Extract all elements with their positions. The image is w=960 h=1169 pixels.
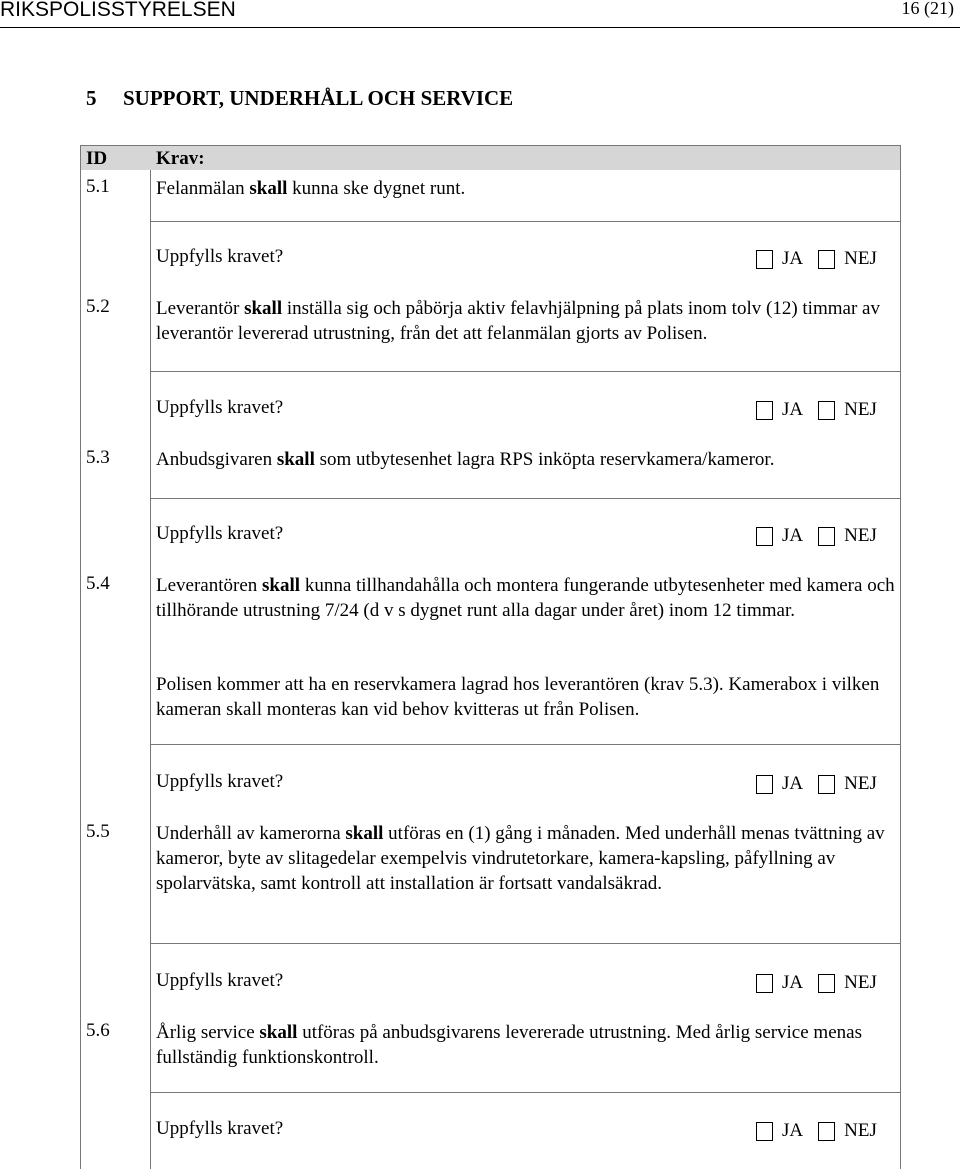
- requirements-table: [80, 145, 901, 1169]
- yes-checkbox[interactable]: [756, 974, 773, 993]
- no-label: NEJ: [844, 525, 877, 546]
- yes-label: JA: [782, 773, 804, 794]
- yes-label: JA: [782, 525, 804, 546]
- yes-label: JA: [782, 399, 804, 420]
- column-header-id: ID: [86, 148, 108, 169]
- requirement-text: Anbudsgivaren skall som utbytesenhet lagra RPS inköpta reservkamera/kameror.: [156, 449, 775, 470]
- yes-label: JA: [782, 972, 804, 993]
- header-page-number: 16 (21): [901, 0, 954, 18]
- requirement-id: 5.4: [86, 573, 110, 594]
- no-checkbox[interactable]: [818, 775, 835, 794]
- requirement-id: 5.5: [86, 821, 110, 842]
- requirement-note: Polisen kommer att ha en reservkamera lagrad hos leverantören (krav 5.3). Kamerabox i vilken kameran skall monteras kan vid behov kvitteras ut från Polisen.: [156, 674, 880, 720]
- question-label: Uppfylls kravet?: [156, 523, 284, 544]
- yes-checkbox[interactable]: [756, 401, 773, 420]
- no-label: NEJ: [844, 972, 877, 993]
- question-label: Uppfylls kravet?: [156, 1118, 284, 1139]
- row-divider: [150, 371, 900, 372]
- no-checkbox[interactable]: [818, 250, 835, 269]
- yes-checkbox[interactable]: [756, 775, 773, 794]
- requirement-id: 5.1: [86, 176, 110, 197]
- requirement-id: 5.3: [86, 447, 110, 468]
- row-divider: [150, 221, 900, 222]
- no-checkbox[interactable]: [818, 401, 835, 420]
- no-label: NEJ: [844, 399, 877, 420]
- no-checkbox[interactable]: [818, 527, 835, 546]
- yes-label: JA: [782, 248, 804, 269]
- question-label: Uppfylls kravet?: [156, 970, 284, 991]
- requirement-text: Leverantör skall inställa sig och påbörja aktiv felavhjälpning på plats inom tolv (12) timmar av leverantör levererad utrustning, från det att felanmälan gjorts av Polisen.: [156, 298, 880, 344]
- answer-options: [756, 399, 877, 421]
- no-label: NEJ: [844, 1120, 877, 1141]
- yes-label: JA: [782, 1120, 804, 1141]
- no-checkbox[interactable]: [818, 1122, 835, 1141]
- answer-options: [756, 972, 877, 994]
- column-divider: [150, 170, 151, 1169]
- row-divider: [150, 943, 900, 944]
- requirement-id: 5.6: [86, 1020, 110, 1041]
- requirement-id: 5.2: [86, 296, 110, 317]
- table-header: [81, 146, 900, 170]
- section-number: 5: [86, 86, 97, 110]
- answer-options: [756, 773, 877, 795]
- answer-options: [756, 1120, 877, 1142]
- yes-checkbox[interactable]: [756, 527, 773, 546]
- requirement-text: Felanmälan skall kunna ske dygnet runt.: [156, 178, 466, 199]
- yes-checkbox[interactable]: [756, 1122, 773, 1141]
- requirement-text: Årlig service skall utföras på anbudsgivarens levererade utrustning. Med årlig service menas fullständig funktionskontroll.: [156, 1022, 862, 1068]
- question-label: Uppfylls kravet?: [156, 397, 284, 418]
- requirement-text: Leverantören skall kunna tillhandahålla och montera fungerande utbytesenheter med kamera och tillhörande utrustning 7/24 (d v s dygnet runt alla dagar under året) inom 12 timmar.: [156, 575, 895, 621]
- answer-options: [756, 525, 877, 547]
- row-divider: [150, 1092, 900, 1093]
- no-checkbox[interactable]: [818, 974, 835, 993]
- answer-options: [756, 248, 877, 270]
- header-divider: [0, 27, 960, 28]
- question-label: Uppfylls kravet?: [156, 771, 284, 792]
- section-title: SUPPORT, UNDERHÅLL OCH SERVICE: [123, 86, 514, 110]
- no-label: NEJ: [844, 773, 877, 794]
- section-heading: [86, 86, 513, 111]
- header-organization: RIKSPOLISSTYRELSEN: [0, 0, 236, 21]
- row-divider: [150, 498, 900, 499]
- row-divider: [150, 744, 900, 745]
- no-label: NEJ: [844, 248, 877, 269]
- column-header-requirement: Krav:: [156, 148, 205, 169]
- requirement-text: Underhåll av kamerorna skall utföras en (1) gång i månaden. Med underhåll menas tvättning av kameror, byte av slitagedelar exempelvis vindrutetorkare, kamera-kapsling, påfyllning av spolarvätska, samt kontroll att installation är fortsatt vandalsäkrad.: [156, 823, 885, 894]
- question-label: Uppfylls kravet?: [156, 246, 284, 267]
- yes-checkbox[interactable]: [756, 250, 773, 269]
